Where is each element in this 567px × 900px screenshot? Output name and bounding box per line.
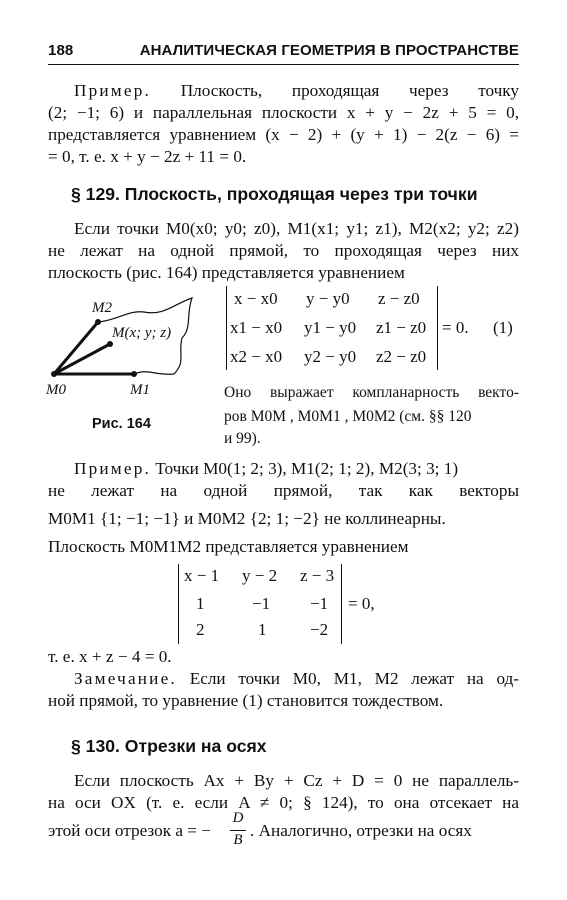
example2-line4: Плоскость M0M1M2 представляется уравнением (48, 537, 409, 556)
point-m2 (95, 319, 101, 325)
det2-r3c1: 2 (196, 620, 205, 639)
det2-r2c1: 1 (196, 594, 205, 613)
det1-r3c2: y2 − y0 (304, 347, 357, 366)
det1-rhs: = 0. (442, 318, 469, 337)
det2-r3c3: −2 (310, 620, 329, 639)
s129-para-line2: не лежат на одной прямой, то проходящая через них (48, 241, 519, 260)
det2-rhs: = 0, (348, 594, 375, 613)
note-line3: и 99). (224, 430, 261, 447)
example1-text1: Плоскость, проходящая через точку (180, 81, 520, 100)
note-line2: ров M0M , M0M1 , M0M2 (см. §§ 120 (224, 408, 472, 425)
s130-line3b: . Аналогично, отрезки на осях (250, 821, 472, 840)
fraction-bar (230, 830, 246, 831)
example2-line5: т. е. x + z − 4 = 0. (48, 647, 172, 666)
fraction-denominator: B (233, 832, 243, 848)
s130-line1: Если плоскость Ax + By + Cz + D = 0 не параллель- (74, 771, 519, 790)
remark-line1 (48, 668, 519, 690)
example1-lead: Пример. (74, 81, 151, 100)
det1-r2c1: x1 − x0 (230, 318, 283, 337)
det1-r2c3: z1 − z0 (376, 318, 427, 337)
fraction-numerator: D (232, 810, 244, 826)
note-line1: Оно выражает компланарность векто- (224, 384, 519, 401)
example2-line2: не лежат на одной прямой, так как векторы (48, 481, 519, 500)
example2-line3: M0M1 {1; −1; −1} и M0M2 {2; 1; −2} не коллинеарны. (48, 509, 446, 528)
det2-r3c2: 1 (258, 620, 267, 639)
s130-line2: на оси OX (т. е. если A ≠ 0; § 124), то она отсекает на (48, 793, 519, 812)
det1-r3c3: z2 − z0 (376, 347, 427, 366)
det1-r1c3: z − z0 (378, 289, 420, 308)
det2-r1c2: y − 2 (242, 566, 278, 585)
label-m2: M2 (92, 300, 112, 316)
det2-r1c3: z − 3 (300, 566, 335, 585)
example1-line1 (48, 80, 519, 102)
remark-lead: Замечание. (74, 669, 177, 688)
equation-number-1: (1) (493, 318, 513, 337)
label-m: M(x; y; z) (112, 325, 172, 341)
det1-r2c2: y1 − y0 (304, 318, 357, 337)
vector-m0m (54, 344, 110, 374)
s129-para-line3: плоскость (рис. 164) представляется уравнением (48, 263, 405, 282)
label-m0: M0 (46, 382, 66, 398)
det1-r1c1: x − x0 (234, 289, 278, 308)
example1-line3: представляется уравнением (x − 2) + (y + 1) − 2(z − 6) = (48, 125, 519, 144)
s130-line3a: этой оси отрезок a = − (48, 821, 211, 840)
det2-r2c2: −1 (252, 594, 271, 613)
det1-r3c1: x2 − x0 (230, 347, 283, 366)
det2-r1c1: x − 1 (184, 566, 220, 585)
det1-r1c2: y − y0 (306, 289, 350, 308)
remark-line2: ной прямой, то уравнение (1) становится тождеством. (48, 691, 444, 710)
example2-line1 (48, 458, 519, 480)
figure-caption: Рис. 164 (92, 416, 151, 432)
example1-line2: (2; −1; 6) и параллельная плоскости x + y − 2z + 5 = 0, (48, 103, 519, 122)
header-rule (48, 64, 519, 65)
vector-m0m2 (54, 322, 98, 374)
section-129-title: § 129. Плоскость, проходящая через три точки (71, 184, 478, 204)
section-130-title: § 130. Отрезки на осях (71, 736, 267, 756)
example2-text1: Точки M0(1; 2; 3), M1(2; 1; 2), M2(3; 3; 1) (155, 459, 459, 478)
point-m1 (131, 371, 137, 377)
page-number: 188 (48, 42, 74, 59)
running-title: АНАЛИТИЧЕСКАЯ ГЕОМЕТРИЯ В ПРОСТРАНСТВЕ (139, 42, 519, 59)
label-m1: M1 (130, 382, 150, 398)
remark-text1: Если точки M0, M1, M2 лежат на од- (189, 669, 520, 688)
example2-lead: Пример. (74, 459, 151, 478)
example1-line4: = 0, т. е. x + y − 2z + 11 = 0. (48, 147, 247, 166)
det2-r2c3: −1 (310, 594, 329, 613)
s129-para-line1: Если точки M0(x0; y0; z0), M1(x1; y1; z1), M2(x2; y2; z2) (74, 219, 519, 238)
point-m0 (51, 371, 57, 377)
